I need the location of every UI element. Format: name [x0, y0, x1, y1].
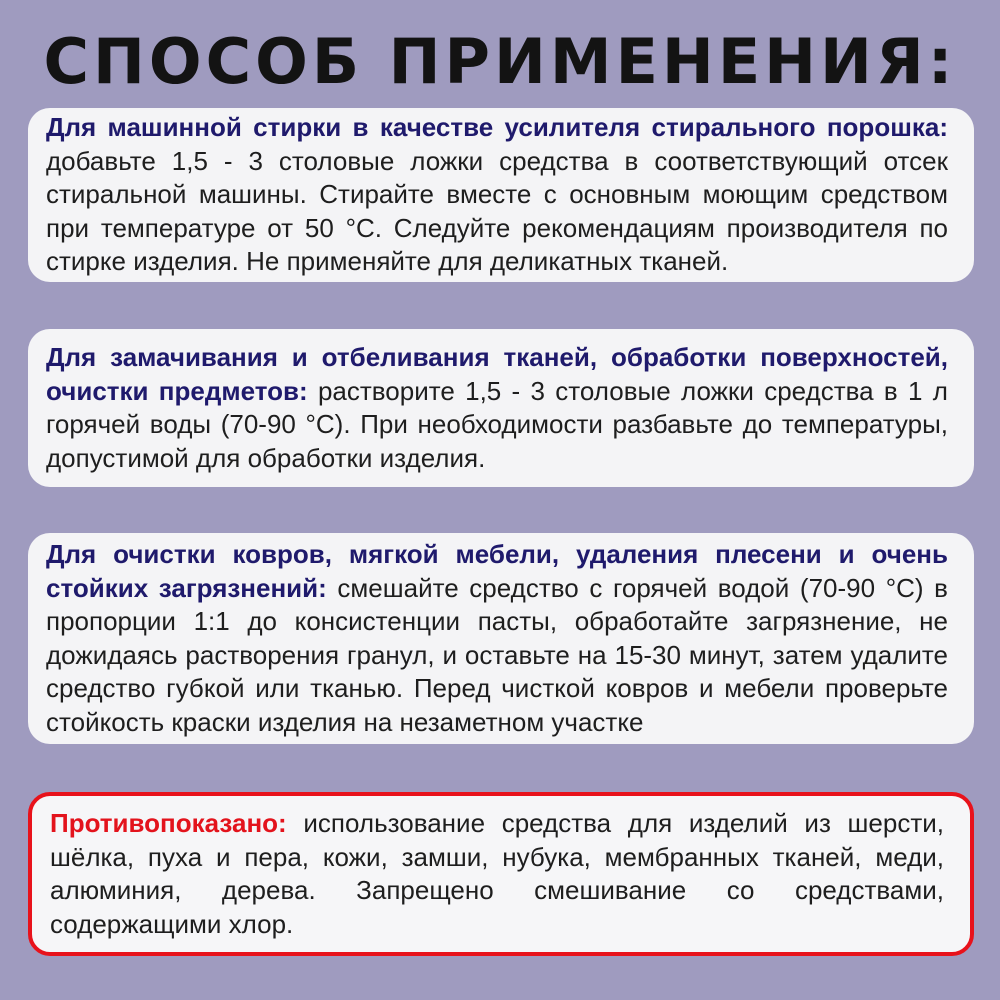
- contraindications-text: [50, 807, 944, 941]
- contraindications-warning-card: [28, 792, 974, 956]
- carpet-cleaning-instructions-card: [28, 533, 974, 744]
- soaking-bleaching-instructions-card: [28, 329, 974, 487]
- carpet-cleaning-lead: Для очистки ковров, мягкой мебели, удаления плесени и очень стойких загрязнений:: [46, 539, 948, 603]
- carpet-cleaning-instructions-text: [46, 538, 948, 739]
- soaking-bleaching-lead: Для замачивания и отбеливания тканей, обработки поверхностей, очистки предметов:: [46, 342, 948, 406]
- carpet-cleaning-body: смешайте средство с горячей водой (70-90 °С) в пропорции 1:1 до консистенции пасты, обработайте загрязнение, не дожидаясь растворения гранул, и оставьте на 15-30 минут, затем удалите средство губкой или тканью. Перед чисткой ковров и мебели проверьте стойкость краски изделия на незаметном участке: [46, 572, 948, 737]
- soaking-bleaching-instructions-text: [46, 341, 948, 475]
- page-title: СПОСОБ ПРИМЕНЕНИЯ:: [43, 25, 957, 98]
- soaking-bleaching-body: растворите 1,5 - 3 столовые ложки средства в 1 л горячей воды (70-90 °С). При необходимости разбавьте до температуры, допустимой для обработки изделия.: [46, 375, 948, 473]
- washing-machine-body: добавьте 1,5 - 3 столовые ложки средства в соответствующий отсек стиральной машины. Стирайте вместе с основным моющим средством при температуре от 50 °С. Следуйте рекомендациям производителя по стирке изделия. Не применяйте для деликатных тканей.: [46, 145, 948, 277]
- washing-machine-instructions-text: [46, 111, 948, 279]
- washing-machine-instructions-card: [28, 108, 974, 282]
- contraindications-body: использование средства для изделий из шерсти, шёлка, пуха и пера, кожи, замши, нубука, мембранных тканей, меди, алюминия, дерева. Запрещено смешивание со средствами, содержащими хлор.: [50, 808, 944, 939]
- washing-machine-lead: Для машинной стирки в качестве усилителя стирального порошка:: [46, 112, 948, 143]
- contraindications-lead: Противопоказано:: [50, 808, 287, 838]
